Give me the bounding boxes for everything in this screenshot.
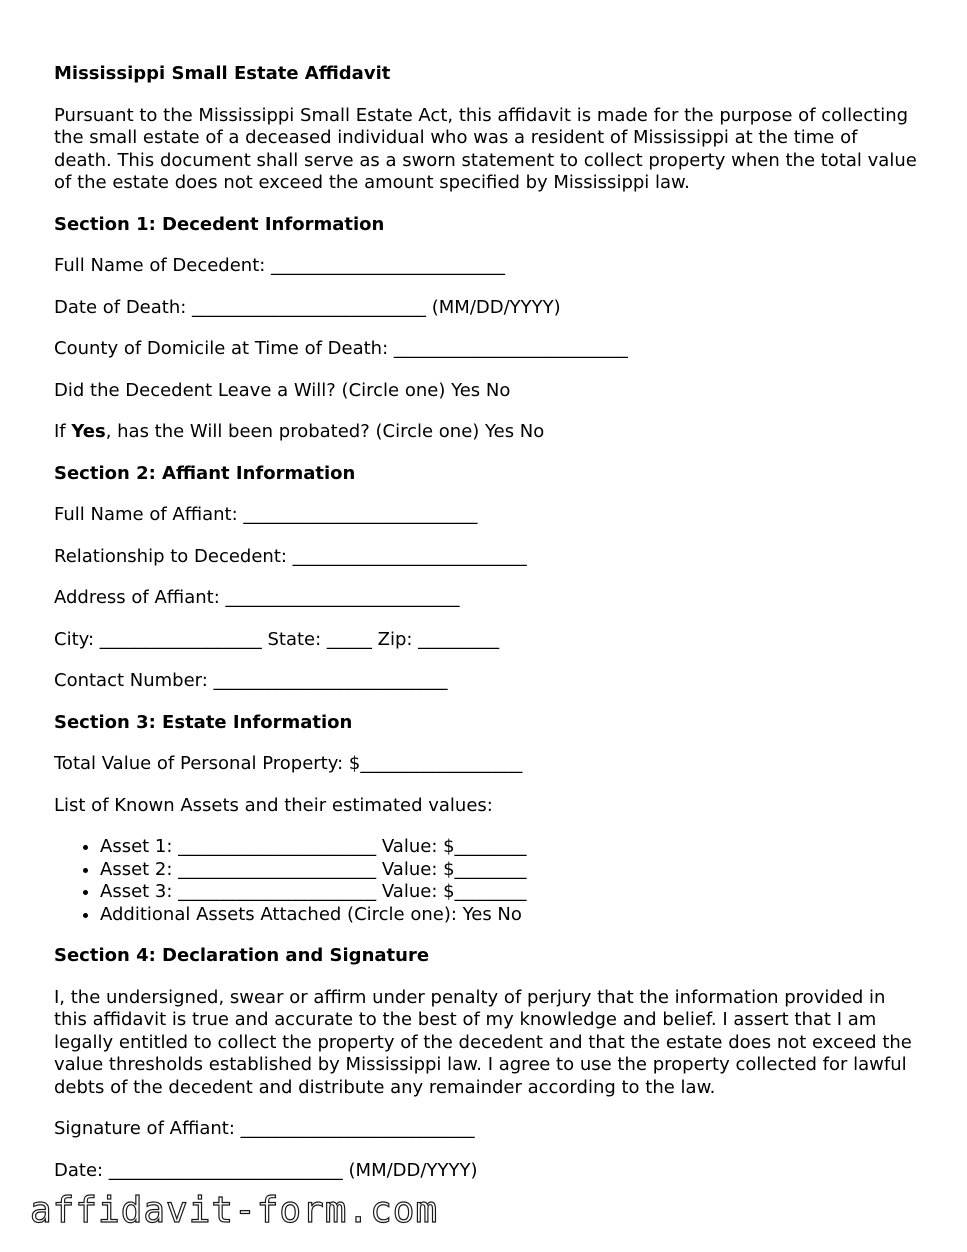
intro-paragraph: Pursuant to the Mississippi Small Estate Act, this affidavit is made for the purpose of collecting the small estate of a deceased individual who was a resident of Mississippi at the time of death. This document shall serve as a sworn statement to collect property when the total value of the estate does not exceed the amount specified by Mississippi law. [54, 104, 917, 193]
signature-field: Signature of Affiant: __________________________ [54, 1118, 475, 1139]
county-of-domicile-field: County of Domicile at Time of Death: __________________________ [54, 338, 628, 359]
probated-yes-bold: Yes [71, 421, 106, 442]
section-2-heading: Section 2: Affiant Information [54, 462, 356, 484]
section-1-heading: Section 1: Decedent Information [54, 213, 385, 235]
signature-date-field: Date: __________________________ (MM/DD/YYYY) [54, 1159, 478, 1181]
contact-number-field: Contact Number: __________________________ [54, 670, 448, 691]
probated-question [54, 421, 920, 444]
list-item: • Asset 2: ______________________ Value: $________ [100, 859, 920, 882]
assets-list-intro: List of Known Assets and their estimated values: [54, 794, 493, 816]
assets-list [54, 836, 920, 926]
declaration-paragraph: I, the undersigned, swear or affirm under penalty of perjury that the information provided in this affidavit is true and accurate to the best of my knowledge and belief. I assert that I am legally entitled to collect the property of the decedent and that the estate does not exceed the value thresholds established by Mississippi law. I agree to use the property collected for lawful debts of the decedent and distribute any remainder according to the law. [54, 986, 912, 1098]
total-value-field: Total Value of Personal Property: $__________________ [54, 753, 523, 774]
relationship-field: Relationship to Decedent: __________________________ [54, 545, 527, 567]
date-of-death-field: Date of Death: __________________________ (MM/DD/YYYY) [54, 296, 561, 318]
probated-suffix: , has the Will been probated? (Circle one) Yes No [105, 421, 545, 442]
affidavit-document [54, 63, 920, 1201]
probated-prefix: If [54, 421, 72, 442]
list-item: • Asset 1: ______________________ Value: $________ [100, 836, 920, 859]
decedent-full-name-field: Full Name of Decedent: __________________________ [54, 255, 506, 276]
affiant-full-name-field: Full Name of Affiant: __________________________ [54, 504, 478, 525]
will-question: Did the Decedent Leave a Will? (Circle one) Yes No [54, 379, 511, 401]
list-item: • Additional Assets Attached (Circle one): Yes No [100, 904, 920, 927]
city-state-zip-field: City: __________________ State: _____ Zip: _________ [54, 628, 500, 650]
document-title: Mississippi Small Estate Affidavit [54, 63, 391, 84]
section-4-heading: Section 4: Declaration and Signature [54, 945, 430, 966]
watermark: affidavit-form.com [30, 1190, 439, 1231]
section-3-heading: Section 3: Estate Information [54, 711, 353, 733]
list-item: • Asset 3: ______________________ Value: $________ [100, 881, 920, 904]
affiant-address-field: Address of Affiant: __________________________ [54, 587, 460, 608]
